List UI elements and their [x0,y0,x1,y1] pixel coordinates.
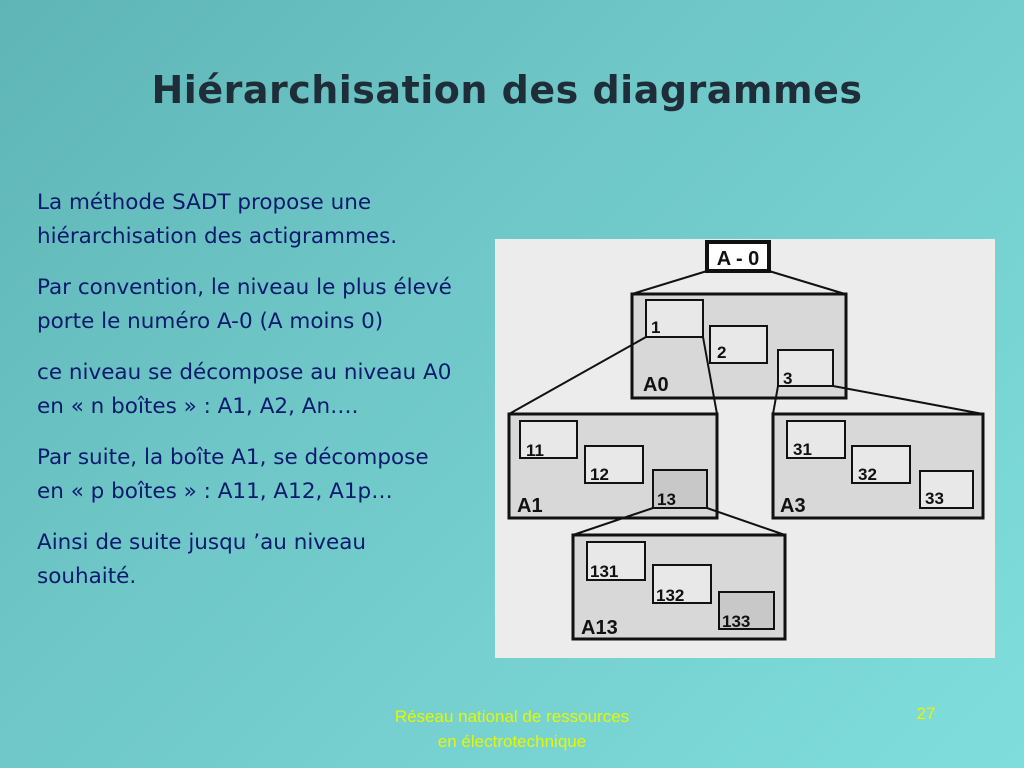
paragraph-1 [37,186,507,254]
page-number: 27 [916,704,936,723]
a1-label: A1 [517,495,543,517]
a3-box-31-label: 31 [793,440,812,459]
a0-box-2-label: 2 [717,343,727,362]
paragraph-line: Ainsi de suite jusqu ’au niveau [37,530,367,555]
paragraph-line: ce niveau se décompose au niveau A0 [37,360,452,385]
connector-line [509,337,646,414]
a13-box-132-label: 132 [656,586,685,605]
paragraph-line: La méthode SADT propose une [37,190,372,215]
a13-box-131-label: 131 [590,562,619,581]
a0-box-3-label: 3 [783,369,793,388]
a-minus-0-label: A - 0 [716,248,760,270]
a1-box-11-label: 11 [526,441,544,460]
a13-box-133-label: 133 [722,612,751,631]
paragraph-2 [37,271,507,339]
a3-label: A3 [780,495,806,517]
paragraph-5 [37,526,507,594]
paragraph-line: porte le numéro A-0 (A moins 0) [37,309,384,334]
diagram-svg [495,239,995,658]
paragraph-line: Par convention, le niveau le plus élevé [37,275,452,300]
paragraph-3 [37,356,507,424]
connector-line [833,386,983,414]
a13-label: A13 [581,617,618,639]
a0-label: A0 [643,374,669,396]
paragraph-line: en « p boîtes » : A11, A12, A1p… [37,479,393,504]
paragraph-line: hiérarchisation des actigrammes. [37,224,398,249]
footer-line: en électrotechnique [437,732,587,751]
a3-box-33-label: 33 [925,489,944,508]
paragraph-line: en « n boîtes » : A1, A2, An…. [37,394,359,419]
paragraph-4 [37,441,507,509]
connector-line [632,271,707,294]
a0-box-1-label: 1 [651,318,661,337]
paragraph-line: souhaité. [37,564,137,589]
a3-box-32-label: 32 [858,465,877,484]
footer-line: Réseau national de ressources [394,707,630,726]
footer-text [362,704,662,754]
connector-line [769,271,845,294]
a1-box-12-label: 12 [590,465,609,484]
paragraph-line: Par suite, la boîte A1, se décompose [37,445,429,470]
sadt-hierarchy-diagram [495,239,995,658]
slide-title: Hiérarchisation des diagrammes [151,68,863,112]
body-text [37,186,507,611]
a1-box-13-label: 13 [657,490,676,509]
